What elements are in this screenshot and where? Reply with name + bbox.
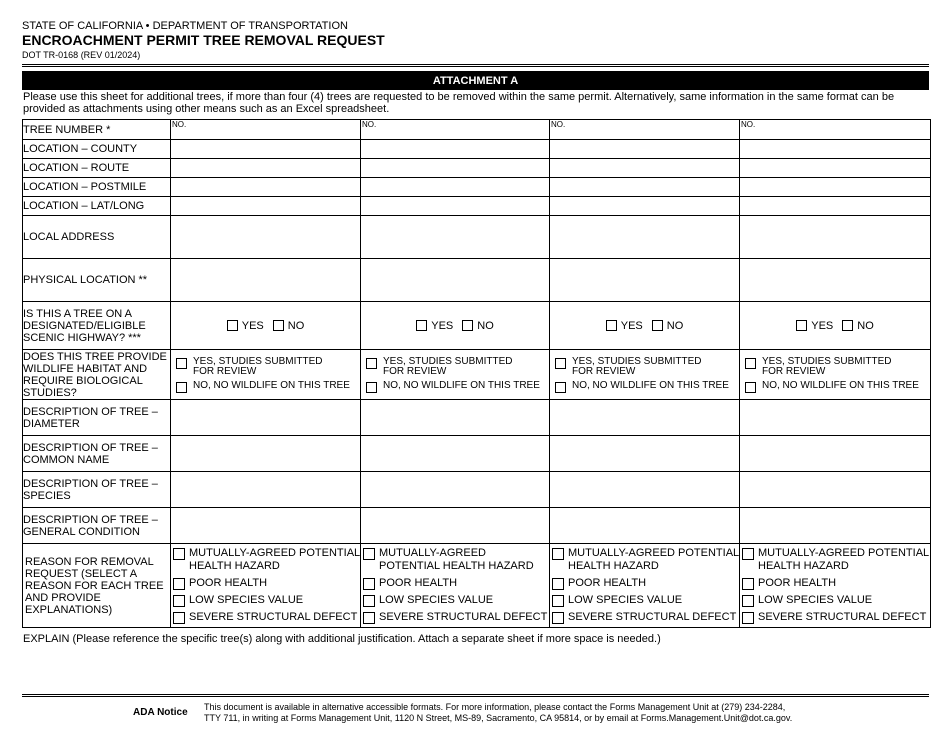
tree-table: [22, 119, 931, 628]
label-diameter: DESCRIPTION OF TREE – DIAMETER: [23, 400, 171, 436]
scenic-cell-1: [171, 302, 361, 350]
wildlife-no-label: NO, NO WILDLIFE ON THIS TREE: [193, 379, 350, 391]
tree_number-cell-3[interactable]: [550, 120, 740, 140]
wildlife-yes-option: [366, 357, 549, 377]
postmile-cell-1[interactable]: [171, 178, 361, 197]
ada-line-1: This document is available in alternative accessible formats. For more information, please contact the Forms Management Unit at (279) 234-2284,: [204, 702, 786, 712]
reason-low_species-option: [552, 594, 739, 607]
county-cell-3[interactable]: [550, 140, 740, 159]
row-condition: [23, 508, 931, 544]
scenic-no-checkbox-2[interactable]: [462, 320, 473, 331]
row-tree_number: [23, 120, 931, 140]
reason-poor_health-label: POOR HEALTH: [189, 577, 268, 589]
latlong-cell-2[interactable]: [361, 197, 550, 216]
condition-cell-3[interactable]: [550, 508, 740, 544]
label-local_address: LOCAL ADDRESS: [23, 216, 171, 259]
wildlife-no-option: [555, 381, 739, 393]
scenic-yes-label: YES: [241, 319, 264, 332]
wildlife-yes-checkbox-2[interactable]: [366, 358, 377, 369]
species-cell-4[interactable]: [740, 472, 931, 508]
scenic-no-label: NO: [857, 319, 874, 332]
reason-poor_health-option: [552, 577, 739, 590]
route-cell-1[interactable]: [171, 159, 361, 178]
reason-poor_health-option: [742, 577, 930, 590]
reason-poor_health-checkbox-1[interactable]: [173, 578, 185, 590]
header-divider: [22, 64, 929, 67]
reason-options: [740, 547, 930, 624]
form-title: ENCROACHMENT PERMIT TREE REMOVAL REQUEST: [22, 32, 385, 48]
reason-poor_health-label: POOR HEALTH: [758, 577, 837, 589]
common_name-cell-1[interactable]: [171, 436, 361, 472]
scenic-no-checkbox-3[interactable]: [652, 320, 663, 331]
reason-hazard-checkbox-2[interactable]: [363, 548, 375, 560]
scenic-yes-checkbox-4[interactable]: [796, 320, 807, 331]
common_name-cell-2[interactable]: [361, 436, 550, 472]
wildlife-yes-option: [745, 357, 930, 377]
wildlife-options: [361, 357, 549, 393]
reason-hazard-option: [363, 547, 549, 573]
county-cell-1[interactable]: [171, 140, 361, 159]
tree_number-cell-2[interactable]: [361, 120, 550, 140]
row-scenic: [23, 302, 931, 350]
reason-structural-label: SEVERE STRUCTURAL DEFECT: [379, 611, 548, 623]
wildlife-options: [550, 357, 739, 393]
tree_number-cell-1[interactable]: [171, 120, 361, 140]
ada-line-2: TTY 711, in writing at Forms Management Unit, 1120 N Street, MS-89, Sacramento, CA 95814, or by email at Forms.Management.Unit@dot.ca.gov.: [204, 713, 793, 723]
latlong-cell-1[interactable]: [171, 197, 361, 216]
route-cell-3[interactable]: [550, 159, 740, 178]
county-cell-2[interactable]: [361, 140, 550, 159]
reason-low_species-option: [742, 594, 930, 607]
scenic-options: [740, 320, 930, 332]
reason-cell-4: [740, 544, 931, 628]
wildlife-no-checkbox-1[interactable]: [176, 382, 187, 393]
diameter-cell-2[interactable]: [361, 400, 550, 436]
wildlife-cell-1: [171, 350, 361, 400]
wildlife-no-label: NO, NO WILDLIFE ON THIS TREE: [383, 379, 540, 391]
reason-low_species-label: LOW SPECIES VALUE: [189, 594, 304, 606]
reason-low_species-checkbox-3[interactable]: [552, 595, 564, 607]
reason-hazard-label: MUTUALLY-AGREED POTENTIAL HEALTH HAZARD: [379, 547, 534, 572]
scenic-yes-label: YES: [431, 319, 454, 332]
label-wildlife: DOES THIS TREE PROVIDE WILDLIFE HABITAT AND REQUIRE BIOLOGICAL STUDIES?: [23, 350, 171, 400]
diameter-cell-4[interactable]: [740, 400, 931, 436]
postmile-cell-4[interactable]: [740, 178, 931, 197]
wildlife-no-checkbox-3[interactable]: [555, 382, 566, 393]
reason-low_species-option: [363, 594, 549, 607]
label-common_name: DESCRIPTION OF TREE – COMMON NAME: [23, 436, 171, 472]
reason-options: [361, 547, 549, 624]
scenic-yes-label: YES: [620, 319, 643, 332]
postmile-cell-2[interactable]: [361, 178, 550, 197]
row-postmile: [23, 178, 931, 197]
label-postmile: LOCATION – POSTMILE: [23, 178, 171, 197]
tree-number-prefix: NO.: [362, 120, 377, 129]
wildlife-yes-option: [555, 357, 739, 377]
local_address-cell-1[interactable]: [171, 216, 361, 259]
wildlife-yes-checkbox-4[interactable]: [745, 358, 756, 369]
reason-hazard-label: MUTUALLY-AGREED POTENTIAL HEALTH HAZARD: [189, 547, 360, 572]
reason-low_species-checkbox-2[interactable]: [363, 595, 375, 607]
row-common_name: [23, 436, 931, 472]
scenic-yes-checkbox-2[interactable]: [416, 320, 427, 331]
common_name-cell-3[interactable]: [550, 436, 740, 472]
postmile-cell-3[interactable]: [550, 178, 740, 197]
reason-structural-label: SEVERE STRUCTURAL DEFECT: [758, 611, 927, 623]
wildlife-no-option: [745, 381, 930, 393]
reason-hazard-option: [552, 547, 739, 573]
label-reason: REASON FOR REMOVAL REQUEST (SELECT A REASON FOR EACH TREE AND PROVIDE EXPLANATIONS): [23, 544, 171, 628]
species-cell-2[interactable]: [361, 472, 550, 508]
physical_location-cell-4[interactable]: [740, 259, 931, 302]
wildlife-yes-label: YES, STUDIES SUBMITTED FOR REVIEW: [193, 355, 323, 377]
wildlife-no-checkbox-4[interactable]: [745, 382, 756, 393]
label-county: LOCATION – COUNTY: [23, 140, 171, 159]
common_name-cell-4[interactable]: [740, 436, 931, 472]
reason-structural-label: SEVERE STRUCTURAL DEFECT: [568, 611, 737, 623]
reason-structural-checkbox-3[interactable]: [552, 612, 564, 624]
row-species: [23, 472, 931, 508]
reason-hazard-checkbox-1[interactable]: [173, 548, 185, 560]
condition-cell-1[interactable]: [171, 508, 361, 544]
wildlife-no-option: [176, 381, 360, 393]
ada-notice-label: ADA Notice: [133, 707, 188, 718]
tree-number-prefix: NO.: [551, 120, 566, 129]
scenic-cell-3: [550, 302, 740, 350]
local_address-cell-3[interactable]: [550, 216, 740, 259]
reason-low_species-label: LOW SPECIES VALUE: [379, 594, 494, 606]
species-cell-3[interactable]: [550, 472, 740, 508]
reason-hazard-label: MUTUALLY-AGREED POTENTIAL HEALTH HAZARD: [568, 547, 739, 572]
reason-cell-1: [171, 544, 361, 628]
scenic-yes-checkbox-1[interactable]: [227, 320, 238, 331]
label-species: DESCRIPTION OF TREE – SPECIES: [23, 472, 171, 508]
reason-poor_health-label: POOR HEALTH: [379, 577, 458, 589]
condition-cell-2[interactable]: [361, 508, 550, 544]
wildlife-options: [171, 357, 360, 393]
agency-line: STATE OF CALIFORNIA • DEPARTMENT OF TRANSPORTATION: [22, 20, 348, 32]
reason-low_species-label: LOW SPECIES VALUE: [568, 594, 683, 606]
reason-structural-checkbox-2[interactable]: [363, 612, 375, 624]
label-physical_location: PHYSICAL LOCATION **: [23, 259, 171, 302]
reason-low_species-option: [173, 594, 360, 607]
reason-hazard-label: MUTUALLY-AGREED POTENTIAL HEALTH HAZARD: [758, 547, 929, 572]
physical_location-cell-2[interactable]: [361, 259, 550, 302]
reason-poor_health-checkbox-3[interactable]: [552, 578, 564, 590]
diameter-cell-3[interactable]: [550, 400, 740, 436]
scenic-no-checkbox-1[interactable]: [273, 320, 284, 331]
label-tree_number: TREE NUMBER *: [23, 120, 171, 140]
attachment-banner: ATTACHMENT A: [22, 71, 929, 90]
reason-cell-2: [361, 544, 550, 628]
diameter-cell-1[interactable]: [171, 400, 361, 436]
row-route: [23, 159, 931, 178]
latlong-cell-4[interactable]: [740, 197, 931, 216]
reason-poor_health-option: [363, 577, 549, 590]
reason-low_species-checkbox-1[interactable]: [173, 595, 185, 607]
route-cell-2[interactable]: [361, 159, 550, 178]
tree_number-cell-4[interactable]: [740, 120, 931, 140]
scenic-yes-label: YES: [811, 319, 834, 332]
wildlife-yes-checkbox-3[interactable]: [555, 358, 566, 369]
form-number: DOT TR-0168 (REV 01/2024): [22, 50, 141, 60]
row-physical_location: [23, 259, 931, 302]
tree-number-prefix: NO.: [741, 120, 756, 129]
reason-cell-3: [550, 544, 740, 628]
label-route: LOCATION – ROUTE: [23, 159, 171, 178]
label-condition: DESCRIPTION OF TREE – GENERAL CONDITION: [23, 508, 171, 544]
local_address-cell-2[interactable]: [361, 216, 550, 259]
reason-hazard-checkbox-3[interactable]: [552, 548, 564, 560]
row-diameter: [23, 400, 931, 436]
label-scenic: IS THIS A TREE ON A DESIGNATED/ELIGIBLE SCENIC HIGHWAY? ***: [23, 302, 171, 350]
wildlife-cell-3: [550, 350, 740, 400]
reason-structural-checkbox-1[interactable]: [173, 612, 185, 624]
footer-divider: [22, 694, 929, 697]
wildlife-yes-option: [176, 357, 360, 377]
scenic-no-label: NO: [477, 319, 494, 332]
ada-notice-text: [204, 702, 924, 724]
reason-low_species-label: LOW SPECIES VALUE: [758, 594, 873, 606]
local_address-cell-4[interactable]: [740, 216, 931, 259]
species-cell-1[interactable]: [171, 472, 361, 508]
wildlife-options: [740, 357, 930, 393]
row-wildlife: [23, 350, 931, 400]
row-local_address: [23, 216, 931, 259]
physical_location-cell-3[interactable]: [550, 259, 740, 302]
scenic-cell-2: [361, 302, 550, 350]
tree-number-prefix: NO.: [172, 120, 187, 129]
scenic-options: [550, 320, 739, 332]
scenic-options: [361, 320, 549, 332]
wildlife-no-option: [366, 381, 549, 393]
scenic-options: [171, 320, 360, 332]
row-latlong: [23, 197, 931, 216]
scenic-no-label: NO: [287, 319, 305, 332]
reason-structural-option: [363, 611, 549, 624]
reason-hazard-option: [742, 547, 930, 573]
reason-poor_health-option: [173, 577, 360, 590]
wildlife-yes-checkbox-1[interactable]: [176, 358, 187, 369]
reason-poor_health-checkbox-2[interactable]: [363, 578, 375, 590]
scenic-cell-4: [740, 302, 931, 350]
reason-hazard-option: [173, 547, 360, 573]
route-cell-4[interactable]: [740, 159, 931, 178]
reason-poor_health-label: POOR HEALTH: [568, 577, 647, 589]
wildlife-yes-label: YES, STUDIES SUBMITTED FOR REVIEW: [383, 355, 513, 377]
wildlife-cell-4: [740, 350, 931, 400]
reason-structural-option: [742, 611, 930, 624]
reason-hazard-checkbox-4[interactable]: [742, 548, 754, 560]
condition-cell-4[interactable]: [740, 508, 931, 544]
reason-structural-option: [173, 611, 360, 624]
row-county: [23, 140, 931, 159]
scenic-yes-checkbox-3[interactable]: [606, 320, 617, 331]
wildlife-no-checkbox-2[interactable]: [366, 382, 377, 393]
reason-structural-option: [552, 611, 739, 624]
reason-structural-checkbox-4[interactable]: [742, 612, 754, 624]
reason-options: [550, 547, 739, 624]
physical_location-cell-1[interactable]: [171, 259, 361, 302]
reason-low_species-checkbox-4[interactable]: [742, 595, 754, 607]
wildlife-cell-2: [361, 350, 550, 400]
latlong-cell-3[interactable]: [550, 197, 740, 216]
reason-options: [171, 547, 360, 624]
reason-structural-label: SEVERE STRUCTURAL DEFECT: [189, 611, 358, 623]
county-cell-4[interactable]: [740, 140, 931, 159]
scenic-no-checkbox-4[interactable]: [842, 320, 853, 331]
explain-label: EXPLAIN (Please reference the specific tree(s) along with additional justification. Attach a separate sheet if more space is needed.): [23, 633, 661, 645]
reason-poor_health-checkbox-4[interactable]: [742, 578, 754, 590]
scenic-no-label: NO: [666, 319, 684, 332]
row-reason: [23, 544, 931, 628]
wildlife-no-label: NO, NO WILDLIFE ON THIS TREE: [762, 379, 919, 391]
wildlife-yes-label: YES, STUDIES SUBMITTED FOR REVIEW: [762, 355, 892, 377]
wildlife-yes-label: YES, STUDIES SUBMITTED FOR REVIEW: [572, 355, 702, 377]
wildlife-no-label: NO, NO WILDLIFE ON THIS TREE: [572, 379, 729, 391]
intro-text: Please use this sheet for additional trees, if more than four (4) trees are requested to be removed within the same permit. Alternatively, same information in the same format can be provided as attachments using other means such as an Excel spreadsheet.: [23, 91, 895, 115]
label-latlong: LOCATION – LAT/LONG: [23, 197, 171, 216]
